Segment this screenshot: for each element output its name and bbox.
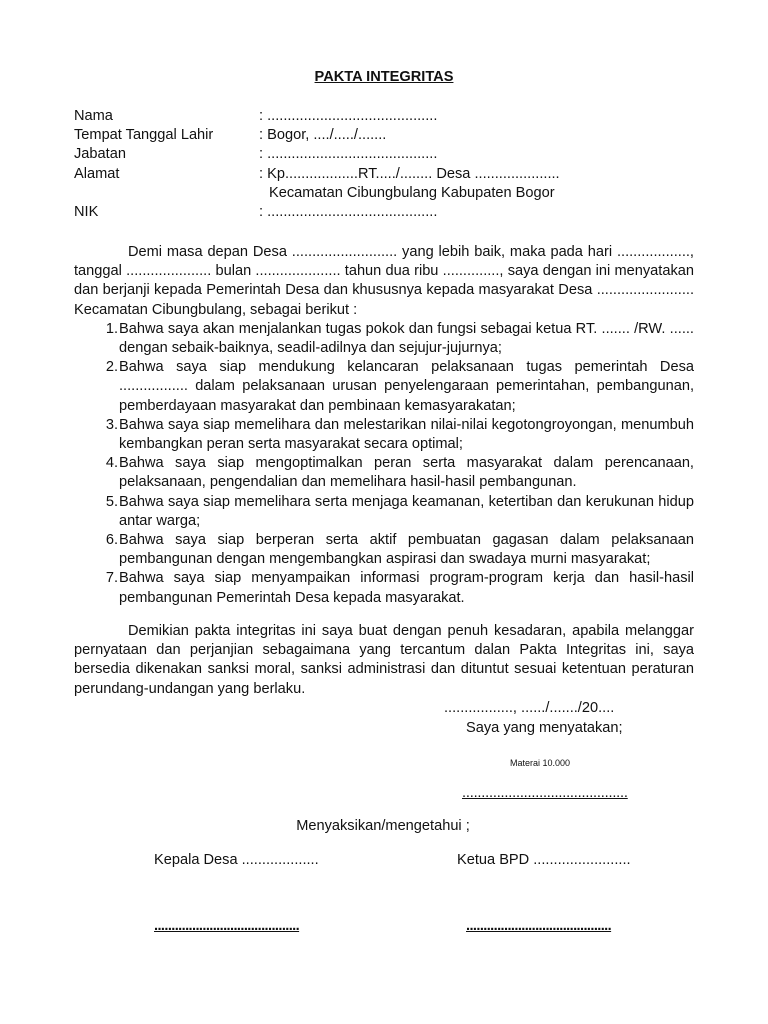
identity-row-jabatan (74, 145, 694, 164)
closing-paragraph: Demikian pakta integritas ini saya buat dengan penuh kesadaran, apabila melanggar pernyataan dan perjanjian sebagaimana yang tercantum dalan Pakta Integritas ini, saya bersedia dikenakan sanksi moral, sanksi administrasi dan dituntut sesuai ketentuan peraturan perundang-undangan yang berlaku. (74, 623, 694, 697)
identity-row-nik (74, 203, 694, 222)
list-number: 3. (105, 416, 118, 433)
list-item (74, 320, 694, 358)
identity-label: Alamat (74, 165, 120, 182)
commitment-list (74, 320, 694, 608)
identity-value: : Bogor, ..../...../....... (259, 127, 387, 144)
list-number: 6. (105, 532, 118, 549)
identity-value: : .......................................... (259, 146, 438, 163)
identity-value-continuation: Kecamatan Cibungbulang Kabupaten Bogor (269, 184, 555, 201)
list-number: 7. (105, 570, 118, 587)
list-item (74, 569, 694, 607)
identity-value: : .......................................... (259, 204, 438, 221)
list-text: Bahwa saya siap memelihara serta menjaga keamanan, ketertiban dan kerukunan hidup antar warga; (119, 493, 694, 529)
closing-block (74, 622, 694, 699)
identity-label: Nama (74, 108, 113, 124)
identity-value: : Kp..................RT...../........ Desa ..................... (259, 165, 560, 182)
ketua-bpd-label: Ketua BPD ........................ (457, 852, 631, 868)
identity-block (74, 107, 694, 222)
identity-label: Jabatan (74, 146, 126, 163)
list-number: 4. (105, 455, 118, 472)
identity-label: NIK (74, 204, 99, 221)
statement-body (74, 243, 694, 608)
list-number: 1. (105, 320, 118, 337)
kepala-desa-signature-line: .......................................... (154, 918, 300, 934)
document-title: PAKTA INTEGRITAS (314, 69, 454, 85)
identity-row-nama (74, 107, 694, 126)
list-text: Bahwa saya siap memelihara dan melestarikan nilai-nilai kegotongroyongan, menumbuh kembangkan peran serta masyarakat secara optimal; (119, 416, 694, 453)
witness-heading (0, 817, 768, 836)
list-number: 2. (105, 359, 118, 376)
signature-line: ........................................... (462, 785, 628, 801)
identity-row-ttl (74, 126, 694, 145)
identity-label: Tempat Tanggal Lahir (74, 127, 214, 144)
identity-value: : .......................................... (259, 108, 438, 124)
list-item (74, 531, 694, 569)
witness-heading-text: Menyaksikan/mengetahui ; (296, 818, 470, 834)
signature-date: ................., ....../......./20.... (444, 700, 615, 716)
signature-statement: Saya yang menyatakan; (466, 720, 623, 736)
list-item (74, 493, 694, 531)
identity-value-group (259, 165, 694, 203)
ketua-bpd-signature-line: .......................................... (466, 918, 612, 934)
identity-row-alamat (74, 165, 694, 203)
list-item (74, 416, 694, 454)
materai-label: Materai 10.000 (510, 758, 571, 768)
list-text: Bahwa saya siap berperan serta aktif pembuatan gagasan dalam pelaksanaan pembangunan dengan mengembangkan aspirasi dan swadaya murni masyarakat; (119, 532, 694, 568)
list-text: Bahwa saya siap mendukung kelancaran pelaksanaan tugas pemerintah Desa ................. dalam pelaksanaan urusan penyelengaraan pemerintahan, pembangunan, pemberdayaan masyarakat dan pembinaan kemasyarakatan; (119, 359, 694, 414)
intro-paragraph: Demi masa depan Desa .......................... yang lebih baik, maka pada hari .................., tanggal ..................... bulan ..................... tahun dua ribu .............., saya dengan ini menyatakan dan berjanji kepada Pemerintah Desa dan khususnya kepada masyarakat Desa ........................ Kecamatan Cibungbulang, sebagai berikut : (74, 244, 694, 318)
list-text: Bahwa saya akan menjalankan tugas pokok dan fungsi sebagai ketua RT. ....... /RW. ...... dengan sebaik-baiknya, seadil-adilnya dan sejujur-jujurnya; (119, 320, 694, 357)
list-text: Bahwa saya siap menyampaikan informasi program-program kerja dan hasil-hasil pembangunan Pemerintah Desa kepada masyarakat. (119, 570, 694, 606)
list-item (74, 358, 694, 416)
list-item (74, 454, 694, 492)
kepala-desa-label: Kepala Desa ................... (154, 852, 319, 868)
list-text: Bahwa saya siap mengoptimalkan peran serta masyarakat dalam perencanaan, pelaksanaan, pengendalian dan memelihara hasil-hasil pembangunan. (119, 455, 694, 491)
list-number: 5. (105, 493, 118, 510)
